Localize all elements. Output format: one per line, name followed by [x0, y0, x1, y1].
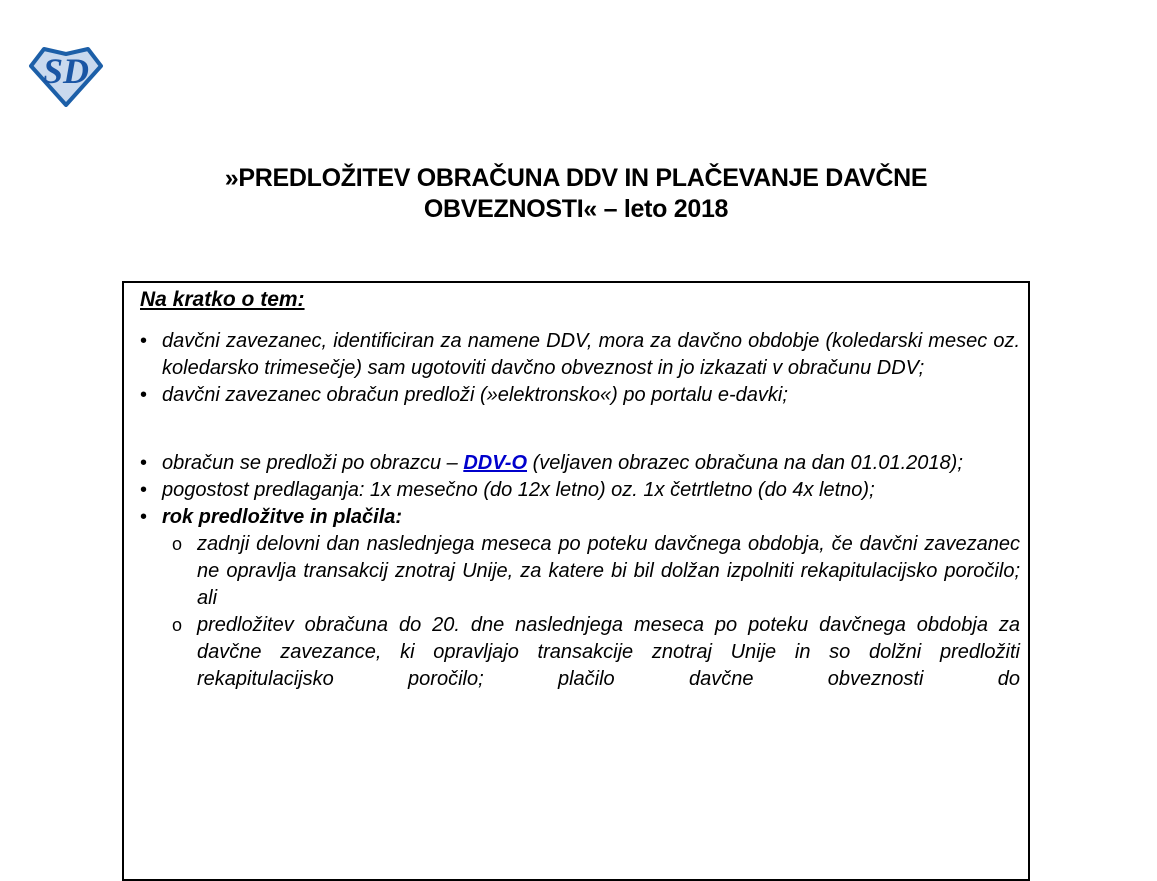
bullet-item — [140, 382, 1020, 409]
bullet-dot-icon: • — [140, 384, 148, 406]
sub-bullet-item — [172, 531, 1020, 612]
bullet-item — [140, 477, 1020, 504]
bullet-item — [140, 328, 1020, 382]
sd-diamond-logo-icon — [28, 45, 104, 107]
sub-bullet-circle-icon: o — [172, 534, 183, 554]
bullet-text: davčni zavezanec obračun predloži (»elektronsko«) po portalu e-davki; — [162, 384, 788, 406]
page-title — [122, 163, 1030, 225]
sub-bullet-item — [172, 612, 1020, 693]
bullet-dot-icon: • — [140, 452, 148, 474]
summary-box — [122, 281, 1030, 881]
page-title-line2: OBVEZNOSTI« – leto 2018 — [423, 195, 729, 223]
ddv-o-link[interactable]: DDV-O — [463, 452, 528, 474]
sub-bullet-circle-icon: o — [172, 615, 183, 635]
bullet-item — [140, 504, 1020, 531]
bullet-dot-icon: • — [140, 330, 148, 352]
bullet-text: rok predložitve in plačila: — [162, 506, 403, 528]
box-heading: Na kratko o tem: — [140, 288, 305, 311]
bullet-text — [162, 450, 1020, 477]
blank-line — [140, 409, 1020, 450]
bullet-list — [140, 328, 1020, 693]
bullet-text: pogostost predlaganja: 1x mesečno (do 12x letno) oz. 1x četrtletno (do 4x letno); — [162, 479, 875, 501]
page-title-line1: »PREDLOŽITEV OBRAČUNA DDV IN PLAČEVANJE DAVČNE — [224, 164, 928, 192]
bullet-dot-icon: • — [140, 479, 148, 501]
diamond-shield-icon — [28, 45, 104, 107]
bullet-item — [140, 450, 1020, 477]
bullet-text-pre: obračun se predloži po obrazcu – — [162, 452, 464, 474]
logo-letters: SD — [42, 51, 90, 91]
bullet-text: davčni zavezanec, identificiran za namene DDV, mora za davčno obdobje (koledarski mesec oz. koledarsko trimesečje) sam ugotoviti davčno obveznost in jo izkazati v obračunu DDV; — [162, 330, 1020, 379]
bullet-dot-icon: • — [140, 506, 148, 528]
sub-bullet-text: predložitev obračuna do 20. dne naslednjega meseca po poteku davčnega obdobja za davčne zavezance, ki opravljajo transakcije znotraj Unije in so dolžni predložiti rekapitulacijsko poročilo; plačilo davčne obveznosti do — [197, 614, 1020, 690]
sub-bullet-text: zadnji delovni dan naslednjega meseca po poteku davčnega obdobja, če davčni zavezanec ne opravlja transakcij znotraj Unije, za katere bi bil dolžan izpolniti rekapitulacijsko poročilo; ali — [197, 533, 1020, 609]
bullet-text-post: (veljaven obrazec obračuna na dan 01.01.2018); — [527, 452, 963, 474]
